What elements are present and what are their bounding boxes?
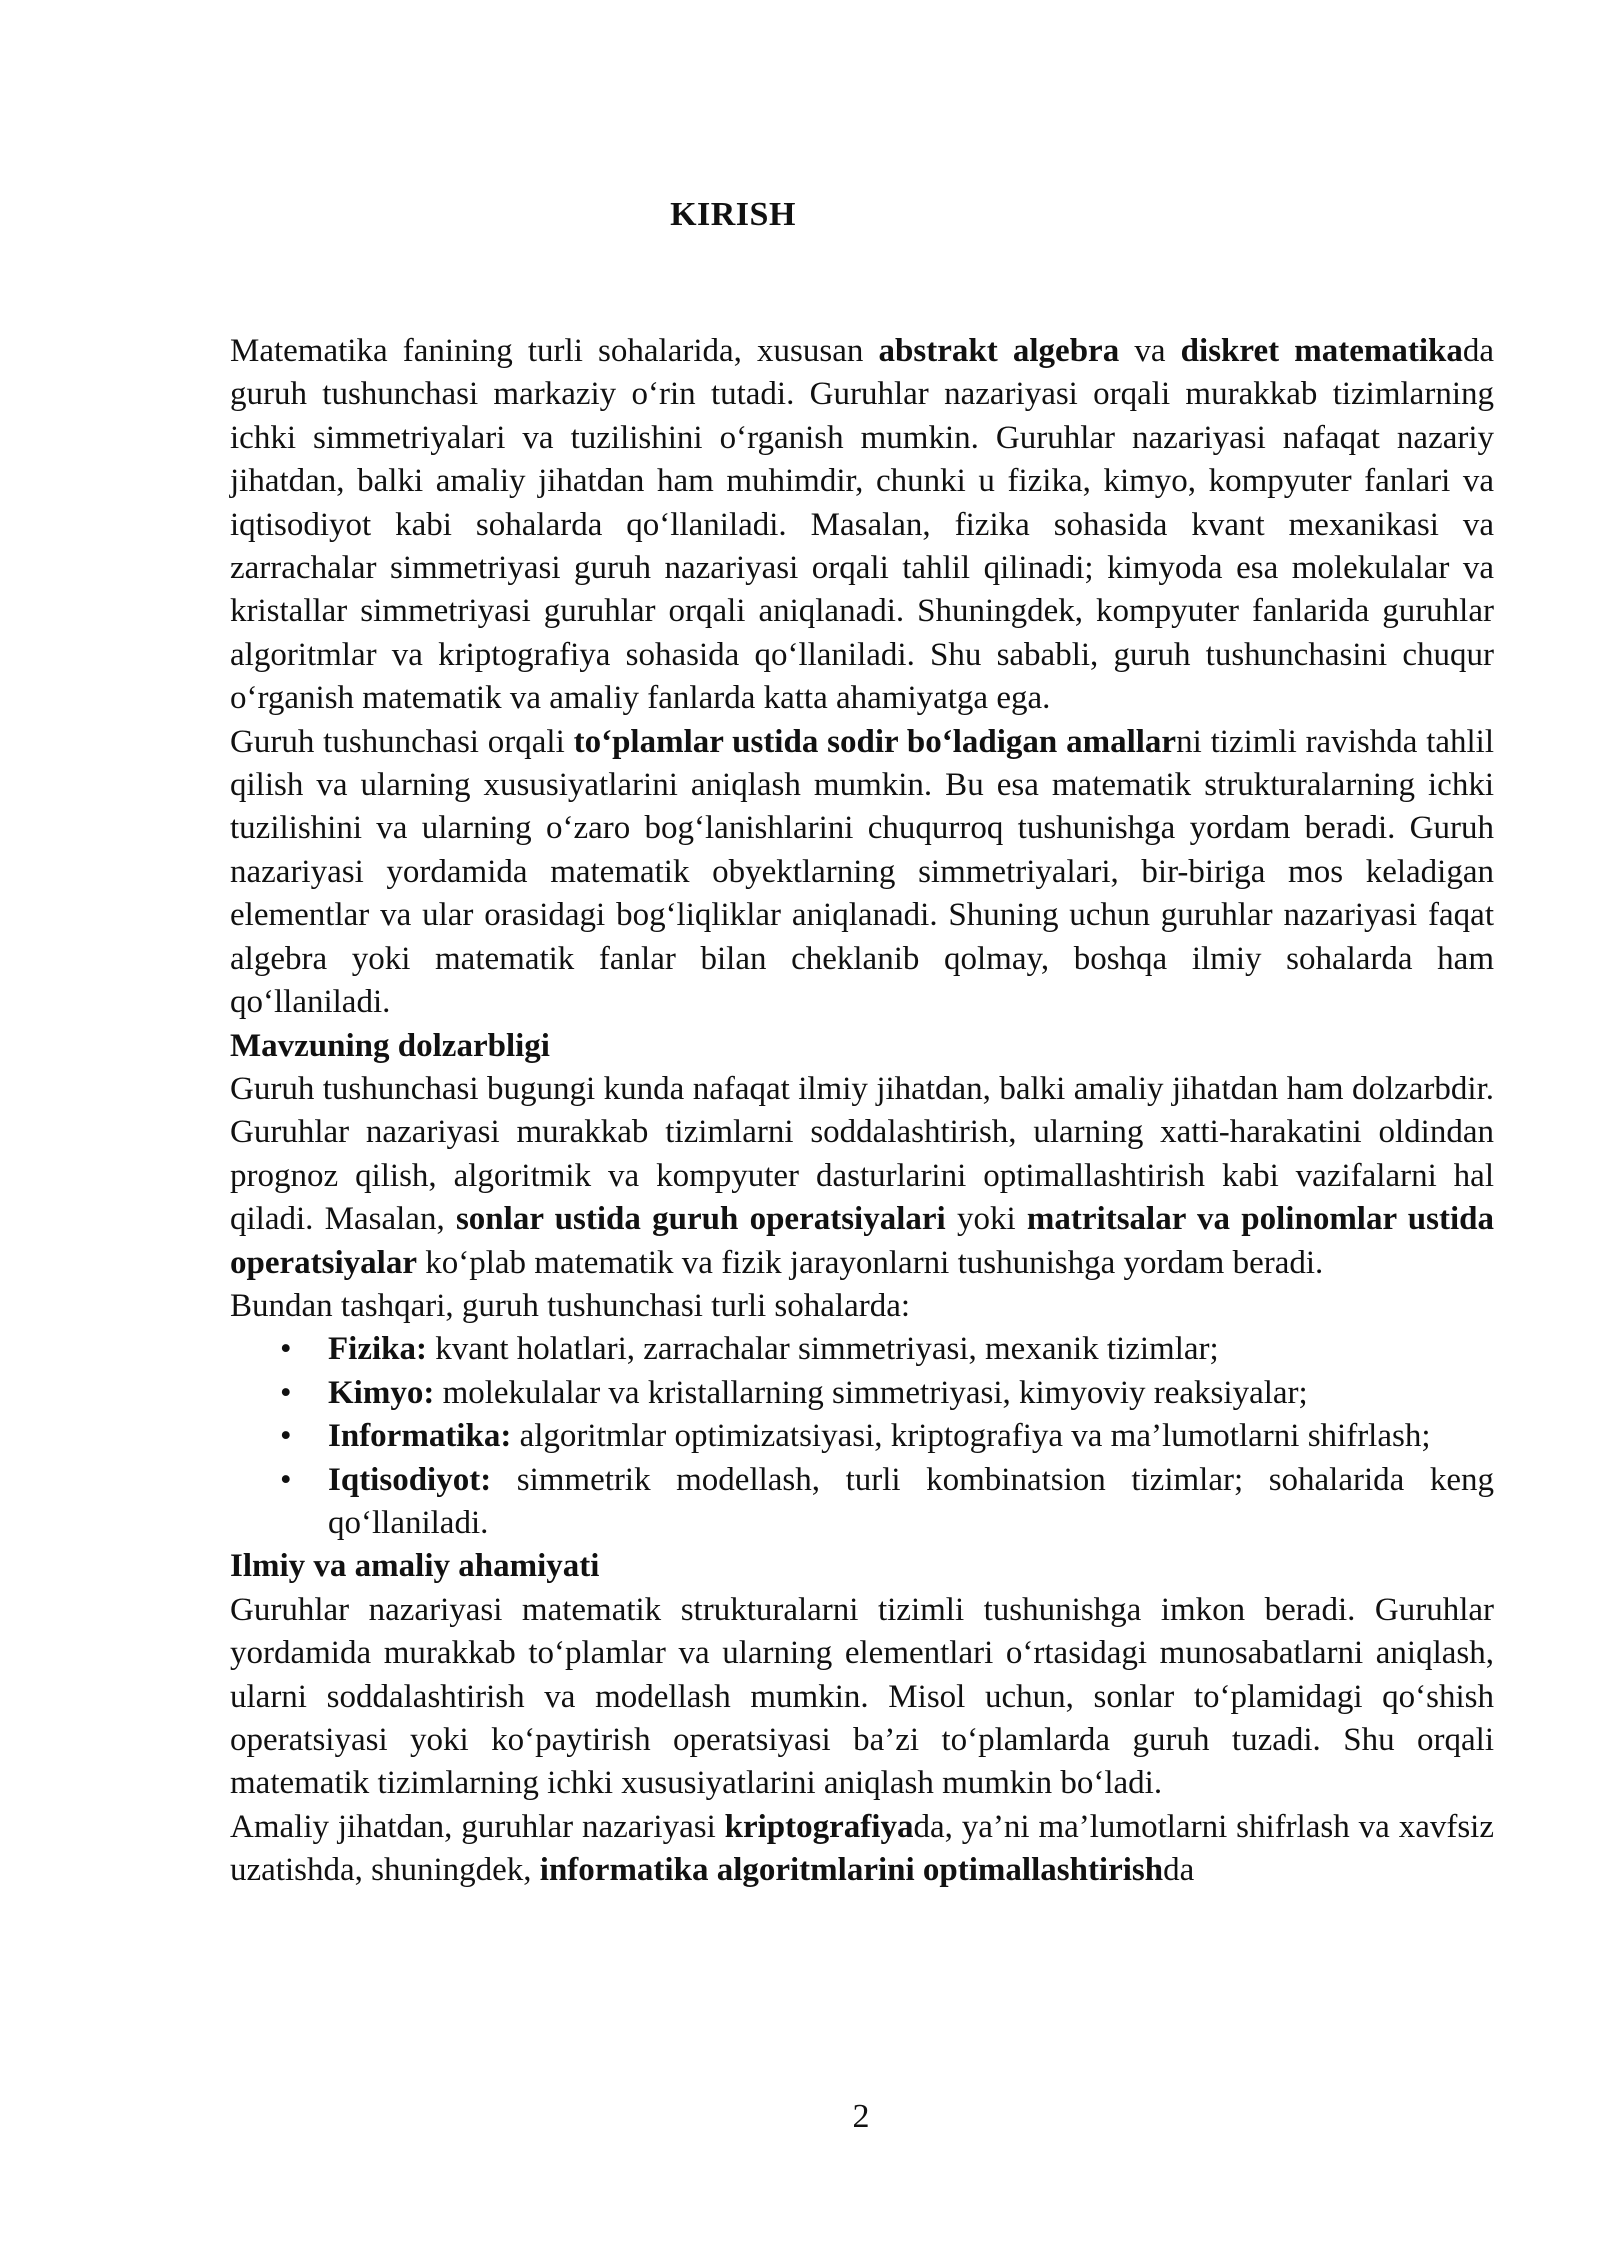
text-run: da: [1163, 1852, 1195, 1889]
list-item-label: Kimyo:: [328, 1374, 435, 1411]
importance-paragraph-2: [230, 1806, 1494, 1893]
text-run: da, ya’ni ma’lumotlarni shifrlash va xavfsiz uzatishda, shuningdek,: [230, 1808, 1494, 1889]
text-run: va: [1119, 333, 1181, 369]
text-run: yoki: [945, 1201, 1027, 1238]
relevance-paragraph-2: Bundan tashqari, guruh tushunchasi turli sohalarda:: [230, 1287, 911, 1324]
bold-term: matritsalar va polinomlar ustida operatsiyalar: [230, 1201, 1494, 1281]
list-item: [328, 1459, 1494, 1546]
list-item-text: algoritmlar optimizatsiyasi, kriptografiya va ma’lumotlarni shifrlash;: [511, 1418, 1431, 1455]
bold-term: sonlar ustida guruh operatsiyalari: [455, 1201, 946, 1238]
text-run: Amaliy jihatdan, guruhlar nazariyasi: [230, 1808, 725, 1845]
bold-term: kriptografiya: [724, 1808, 914, 1845]
list-item: [328, 1328, 1494, 1371]
intro-paragraph-1: [230, 330, 1494, 721]
importance-paragraph-1: Guruhlar nazariyasi matematik strukturalarni tizimli tushunishga imkon beradi. Guruhlar yordamida murakkab to‘plamlar va ularning elementlari o‘rtasidagi munosabatlarni aniqlash, ularni soddalashtirish va modellash mumkin. Misol uchun, sonlar to‘plamidagi qo‘shish operatsiyasi yoki ko‘paytirish operatsiyasi ba’zi to‘plamlarda guruh tuzadi. Shu orqali matematik tizimlarning ichki xususiyatlarini aniqlash mumkin bo‘ladi.: [230, 1591, 1494, 1802]
fields-list: [230, 1328, 1494, 1545]
section-heading-relevance: Mavzuning dolzarbligi: [230, 1027, 550, 1064]
page-number: 2: [852, 2098, 870, 2135]
text-run: da guruh tushunchasi markaziy o‘rin tutadi. Guruhlar nazariyasi orqali murakkab tizimlarning ichki simmetriyalari va tuzilishini o‘rganish mumkin. Guruhlar nazariyasi nafaqat nazariy jihatdan, balki amaliy jihatdan ham muhimdir, chunki u fizika, kimyo, kompyuter fanlari va iqtisodiyot kabi sohalarda qo‘llaniladi. Masalan, fizika sohasida kvant mexanikasi va zarrachalar simmetriyasi guruh nazariyasi orqali tahlil qilinadi; kimyoda esa molekulalar va kristallar simmetriyasi guruhlar orqali aniqlanadi. Shuningdek, kompyuter fanlarida guruhlar algoritmlar va kriptografiya sohasida qo‘llaniladi. Shu sababli, guruh tushunchasini chuqur o‘rganish matematik va amaliy fanlarda katta ahamiyatga ega.: [230, 333, 1495, 717]
list-item: [328, 1415, 1494, 1458]
list-item-text: molekulalar va kristallarning simmetriyasi, kimyoviy reaksiyalar;: [434, 1374, 1308, 1411]
list-item-label: Informatika:: [328, 1418, 512, 1455]
page-title: KIRISH: [670, 196, 796, 233]
text-run: Matematika fanining turli sohalarida, xususan: [230, 333, 879, 369]
bold-term: diskret matematika: [1180, 333, 1463, 369]
list-item: [328, 1372, 1494, 1415]
relevance-paragraph-1: [230, 1068, 1494, 1285]
bold-term: to‘plamlar ustida sodir bo‘ladigan amallar: [573, 723, 1177, 760]
text-run: ko‘plab matematik va fizik jarayonlarni tushunishga yordam beradi.: [416, 1244, 1324, 1281]
text-run: Guruh tushunchasi orqali: [230, 723, 574, 760]
intro-paragraph-2: [230, 721, 1494, 1025]
bold-term: abstrakt algebra: [878, 333, 1120, 369]
list-item-text: simmetrik modellash, turli kombinatsion tizimlar; sohalarida keng qo‘llaniladi.: [328, 1461, 1494, 1541]
text-run: Guruh tushunchasi bugungi kunda nafaqat ilmiy jihatdan, balki amaliy jihatdan ham dolzarbdir. Guruhlar nazariyasi murakkab tizimlarni soddalashtirish, ularning xatti-harakatini oldindan prognoz qilish, algoritmik va kompyuter dasturlarini optimallashtirish kabi vazifalarni hal qiladi. Masalan,: [230, 1070, 1494, 1238]
list-item-label: Fizika:: [328, 1331, 427, 1368]
bold-term: informatika algoritmlarini optimallashtirish: [539, 1852, 1164, 1889]
list-item-text: kvant holatlari, zarrachalar simmetriyasi, mexanik tizimlar;: [426, 1331, 1219, 1368]
document-body: [230, 330, 1494, 1893]
section-heading-importance: Ilmiy va amaliy ahamiyati: [230, 1548, 600, 1585]
text-run: ni tizimli ravishda tahlil qilish va ularning xususiyatlarini aniqlash mumkin. Bu esa matematik strukturalarning ichki tuzilishini va ularning o‘zaro bog‘lanishlarini chuqurroq tushunishga yordam beradi. Guruh nazariyasi yordamida matematik obyektlarning simmetriyalari, bir-biriga mos keladigan elementlar va ular orasidagi bog‘liqliklar aniqlanadi. Shuning uchun guruhlar nazariyasi faqat algebra yoki matematik fanlar bilan cheklanib qolmay, boshqa ilmiy sohalarda ham qo‘llaniladi.: [230, 723, 1495, 1021]
list-item-label: Iqtisodiyot:: [328, 1461, 492, 1498]
